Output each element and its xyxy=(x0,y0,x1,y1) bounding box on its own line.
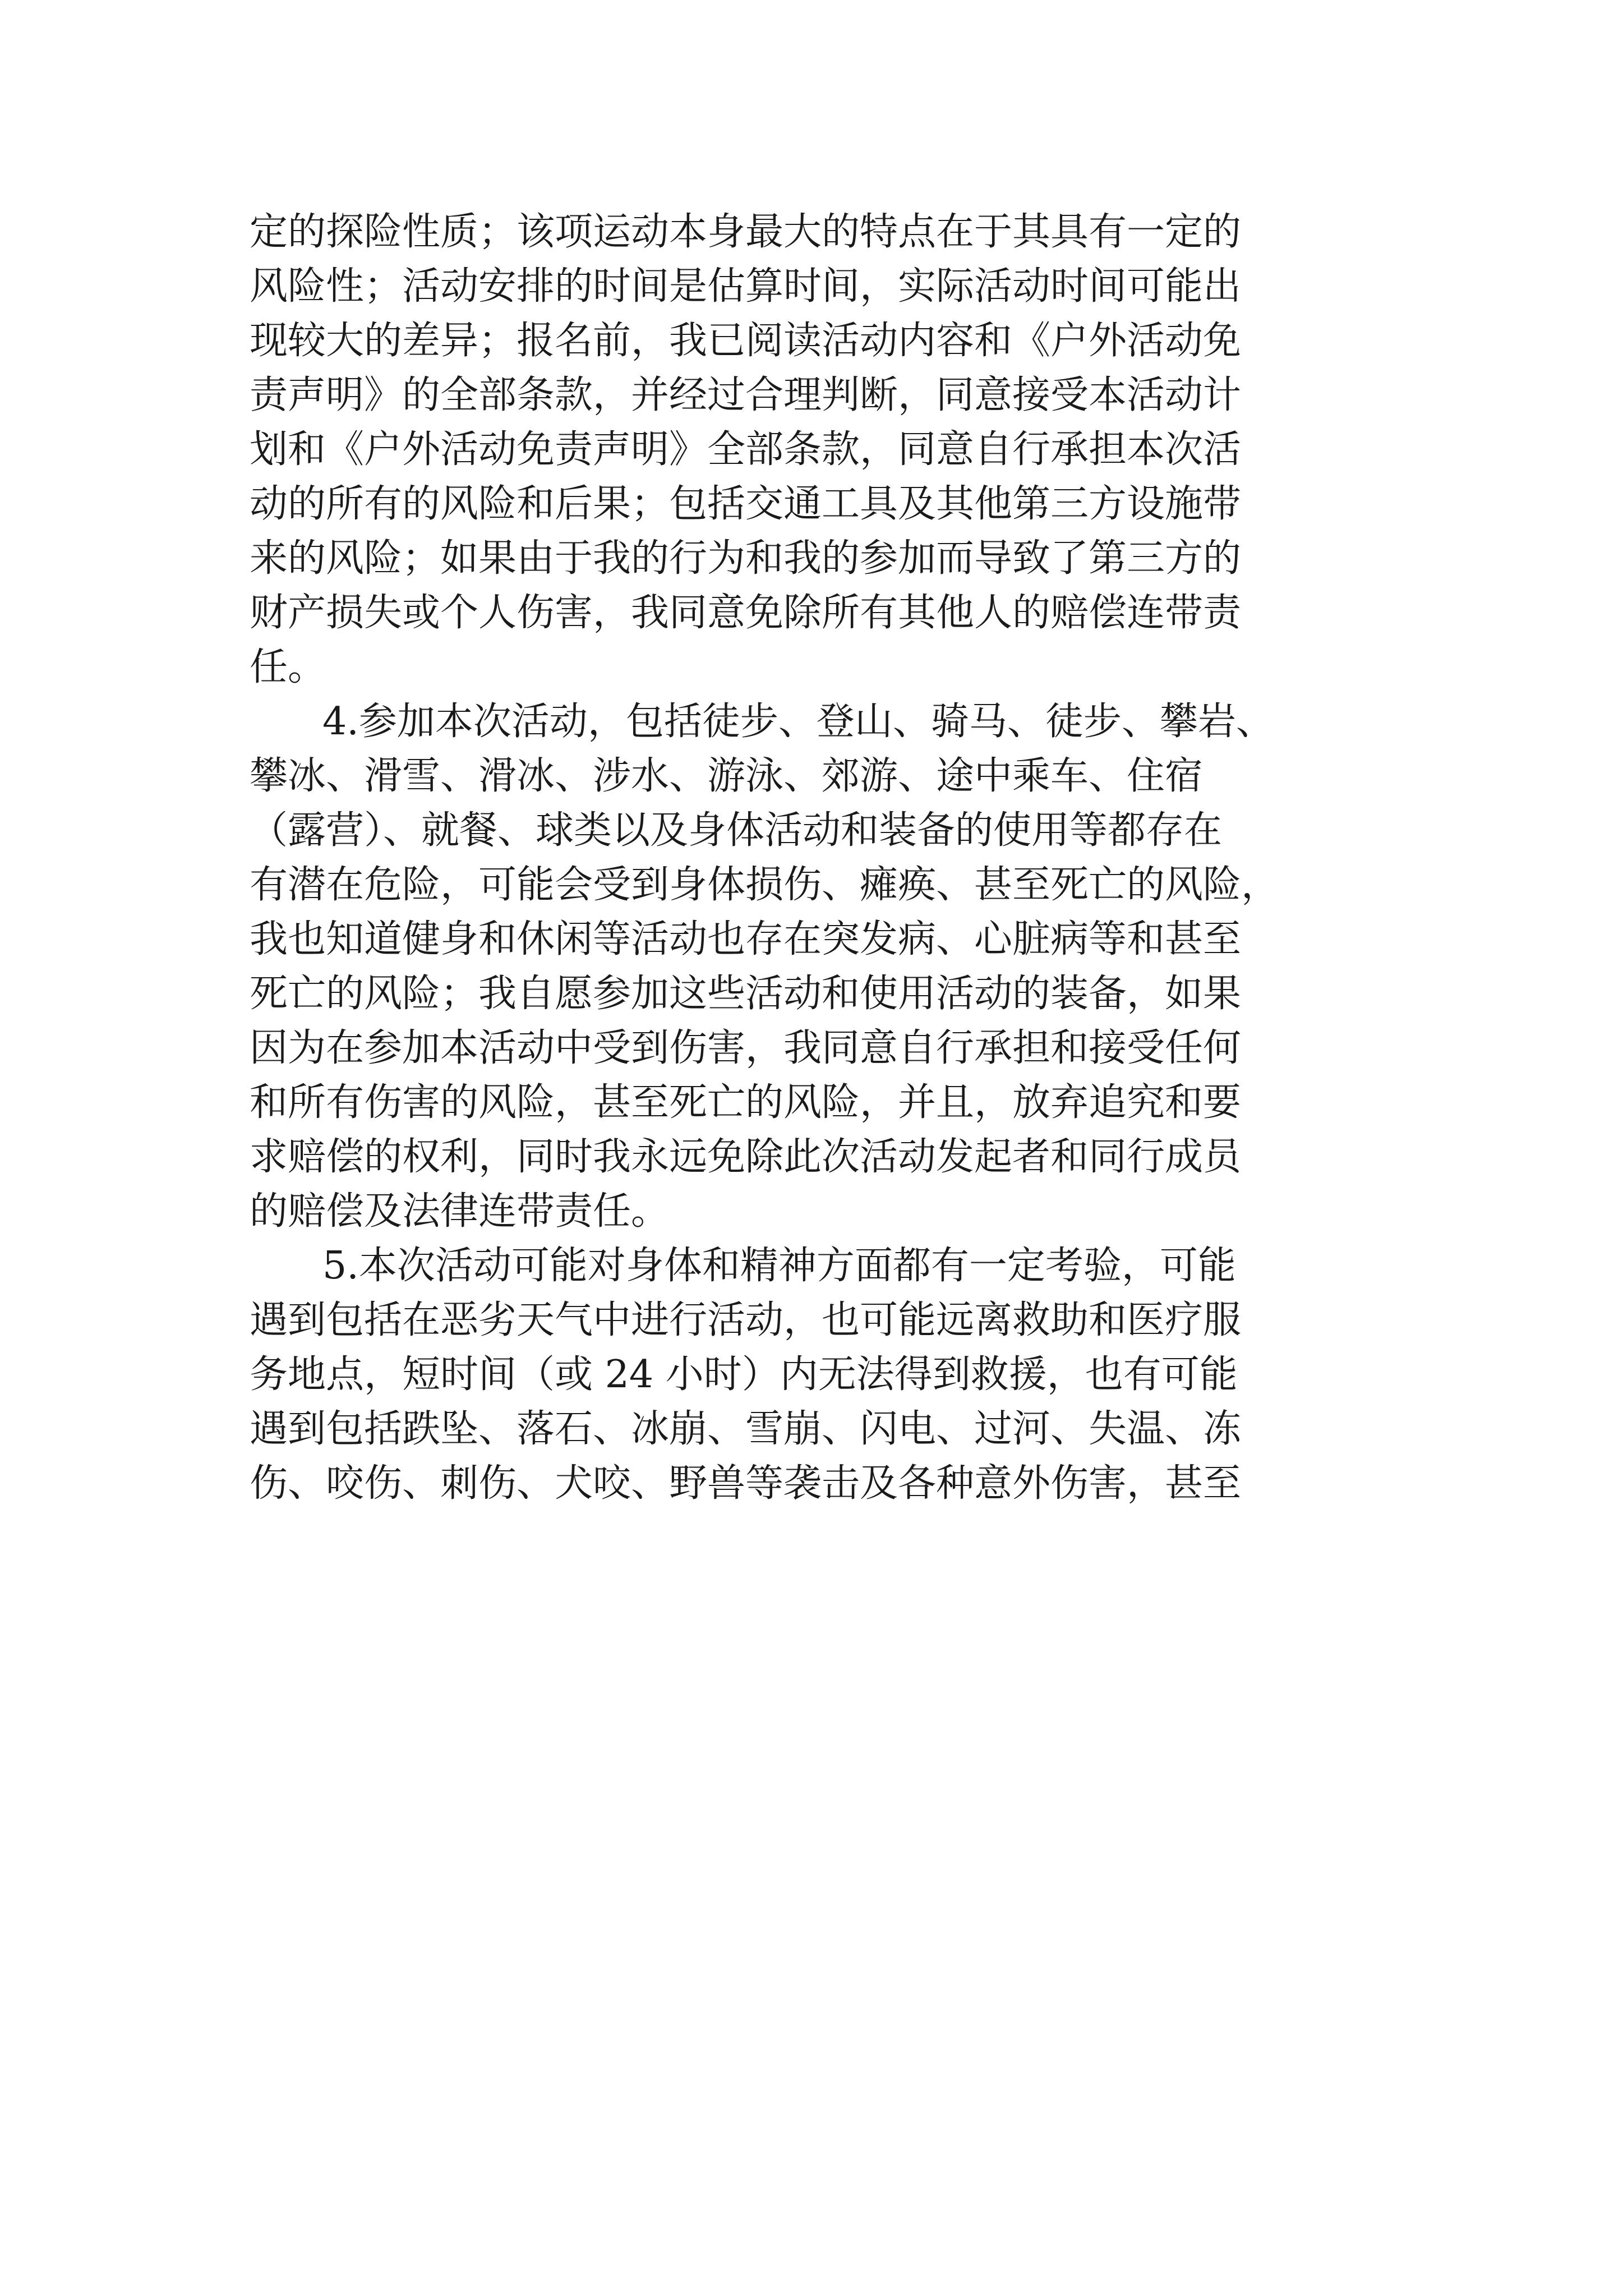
text-line: 财产损失或个人伤害，我同意免除所有其他人的赔偿连带责 xyxy=(250,591,1242,635)
text-line: 务地点，短时间（或 24 小时）内无法得到救援，也有可能 xyxy=(250,1352,1238,1397)
text-line: 划和《户外活动免责声明》全部条款，同意自行承担本次活 xyxy=(250,427,1242,472)
text-line: 和所有伤害的风险，甚至死亡的风险，并且，放弃追究和要 xyxy=(250,1080,1242,1125)
paragraph-first-line: 5.本次活动可能对身体和精神方面都有一定考验，可能 xyxy=(322,1244,1236,1288)
text-line: 风险性；活动安排的时间是估算时间，实际活动时间可能出 xyxy=(250,264,1242,309)
text-line: 定的探险性质；该项运动本身最大的特点在于其具有一定的 xyxy=(250,210,1242,254)
text-line: 求赔偿的权利，同时我永远免除此次活动发起者和同行成员 xyxy=(250,1135,1242,1179)
text-line: 任。 xyxy=(250,645,326,689)
paragraph-first-line: 4.参加本次活动，包括徒步、登山、骑马、徒步、攀岩、 xyxy=(322,700,1274,744)
text-line: 有潜在危险，可能会受到身体损伤、瘫痪、甚至死亡的风险， xyxy=(250,863,1280,907)
text-line: 死亡的风险；我自愿参加这些活动和使用活动的装备，如果 xyxy=(250,972,1242,1016)
text-line: 的赔偿及法律连带责任。 xyxy=(250,1189,670,1234)
text-line: 因为在参加本活动中受到伤害，我同意自行承担和接受任何 xyxy=(250,1026,1242,1070)
text-line: 来的风险；如果由于我的行为和我的参加而导致了第三方的 xyxy=(250,536,1242,581)
text-line: 伤、咬伤、刺伤、犬咬、野兽等袭击及各种意外伤害，甚至 xyxy=(250,1461,1242,1506)
text-line: 责声明》的全部条款，并经过合理判断，同意接受本活动计 xyxy=(250,373,1242,417)
text-line: 攀冰、滑雪、滑冰、涉水、游泳、郊游、途中乘车、住宿 xyxy=(250,754,1204,798)
text-line: 遇到包括在恶劣天气中进行活动，也可能远离救助和医疗服 xyxy=(250,1298,1242,1342)
text-line: 动的所有的风险和后果；包括交通工具及其他第三方设施带 xyxy=(250,482,1242,526)
text-line: （露营）、就餐、球类以及身体活动和装备的使用等都存在 xyxy=(250,808,1223,853)
text-line: 现较大的差异；报名前，我已阅读活动内容和《户外活动免 xyxy=(250,319,1242,363)
text-line: 遇到包括跌坠、落石、冰崩、雪崩、闪电、过河、失温、冻 xyxy=(250,1407,1242,1451)
text-line: 我也知道健身和休闲等活动也存在突发病、心脏病等和甚至 xyxy=(250,917,1242,961)
